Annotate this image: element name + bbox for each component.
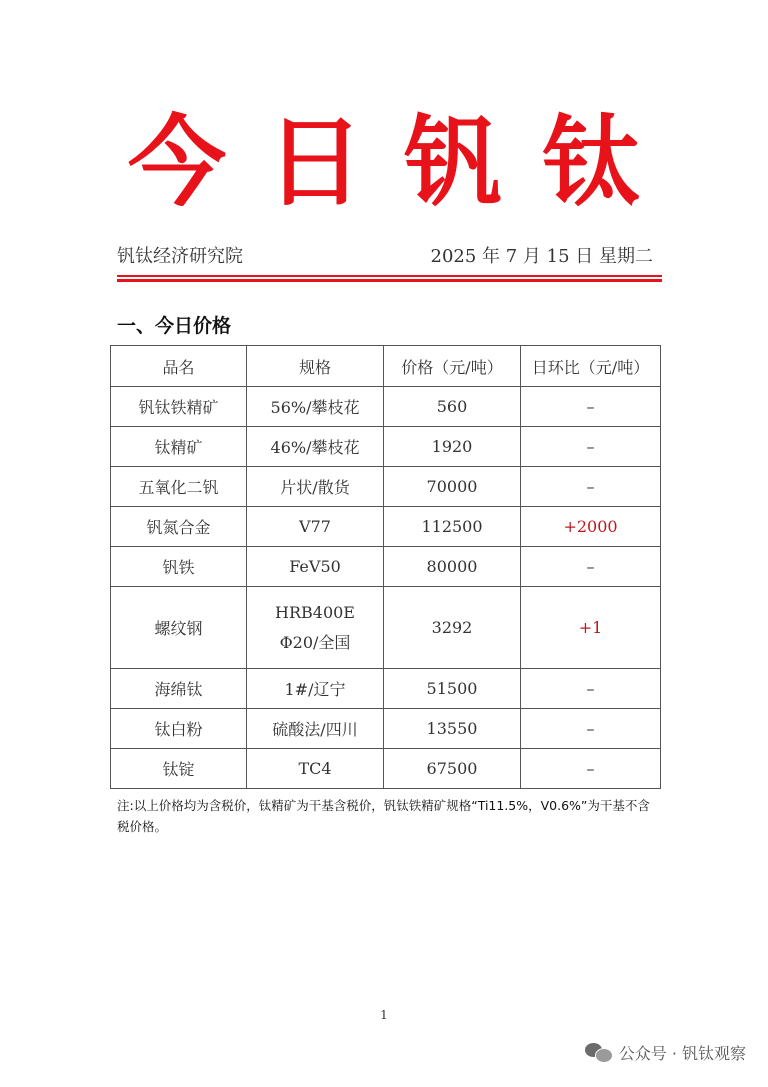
price-change: –	[521, 467, 661, 507]
column-header: 价格（元/吨）	[384, 346, 521, 387]
table-row	[111, 507, 661, 547]
product-price: 560	[384, 387, 521, 427]
column-header: 品名	[111, 346, 247, 387]
product-spec-line: Φ20/全国	[279, 632, 351, 652]
organization-name: 钒钛经济研究院	[117, 246, 243, 267]
price-change: –	[521, 749, 661, 789]
product-price: 51500	[384, 669, 521, 709]
product-price: 1920	[384, 427, 521, 467]
price-change: –	[521, 387, 661, 427]
product-spec: 1#/辽宁	[247, 669, 384, 709]
product-spec: TC4	[247, 749, 384, 789]
product-spec: FeV50	[247, 547, 384, 587]
header-subline	[117, 244, 653, 270]
product-price: 67500	[384, 749, 521, 789]
product-spec: 片状/散货	[247, 467, 384, 507]
table-footnote: 注:以上价格均为含税价，钛精矿为干基含税价，钒钛铁精矿规格“Ti11.5%，V0.6%”为干基不含税价格。	[117, 798, 650, 834]
product-name: 钒氮合金	[111, 507, 247, 547]
product-name: 钛白粉	[111, 709, 247, 749]
product-name: 螺纹钢	[111, 587, 247, 669]
table-row	[111, 387, 661, 427]
product-price: 80000	[384, 547, 521, 587]
table-row	[111, 587, 661, 669]
product-name: 钒钛铁精矿	[111, 387, 247, 427]
price-change: +1	[521, 587, 661, 669]
product-price: 70000	[384, 467, 521, 507]
masthead-title	[0, 108, 768, 218]
product-spec: 56%/攀枝花	[247, 387, 384, 427]
column-header: 规格	[247, 346, 384, 387]
price-change: –	[521, 427, 661, 467]
header-rule-thin	[117, 275, 662, 277]
product-price: 13550	[384, 709, 521, 749]
table-row	[111, 427, 661, 467]
table-row	[111, 749, 661, 789]
source-watermark	[585, 1040, 746, 1064]
price-change: +2000	[521, 507, 661, 547]
product-name: 五氧化二钒	[111, 467, 247, 507]
watermark-text: 公众号 · 钒钛观察	[618, 1043, 746, 1063]
table-row	[111, 547, 661, 587]
masthead-char: 钛	[541, 106, 640, 220]
product-spec: V77	[247, 507, 384, 547]
product-price: 112500	[384, 507, 521, 547]
header-rule-thick	[117, 279, 662, 282]
wechat-icon	[585, 1042, 613, 1062]
table-row	[111, 709, 661, 749]
masthead-char: 今	[127, 106, 226, 220]
page-number: 1	[380, 1008, 388, 1022]
product-spec: 46%/攀枝花	[247, 427, 384, 467]
table-row	[111, 669, 661, 709]
section-title: 一、今日价格	[117, 315, 232, 337]
column-header: 日环比（元/吨）	[521, 346, 661, 387]
price-change: –	[521, 709, 661, 749]
masthead-char: 钒	[403, 106, 502, 220]
product-spec	[247, 587, 384, 669]
product-spec: 硫酸法/四川	[247, 709, 384, 749]
price-change: –	[521, 547, 661, 587]
product-name: 钛精矿	[111, 427, 247, 467]
product-name: 海绵钛	[111, 669, 247, 709]
product-name: 钒铁	[111, 547, 247, 587]
issue-date: 2025 年 7 月 15 日 星期二	[430, 246, 653, 267]
price-change: –	[521, 669, 661, 709]
price-table	[110, 345, 661, 789]
product-name: 钛锭	[111, 749, 247, 789]
masthead-char: 日	[265, 106, 364, 220]
table-header-row	[111, 346, 661, 387]
product-price: 3292	[384, 587, 521, 669]
table-row	[111, 467, 661, 507]
product-spec-line: HRB400E	[275, 602, 355, 622]
